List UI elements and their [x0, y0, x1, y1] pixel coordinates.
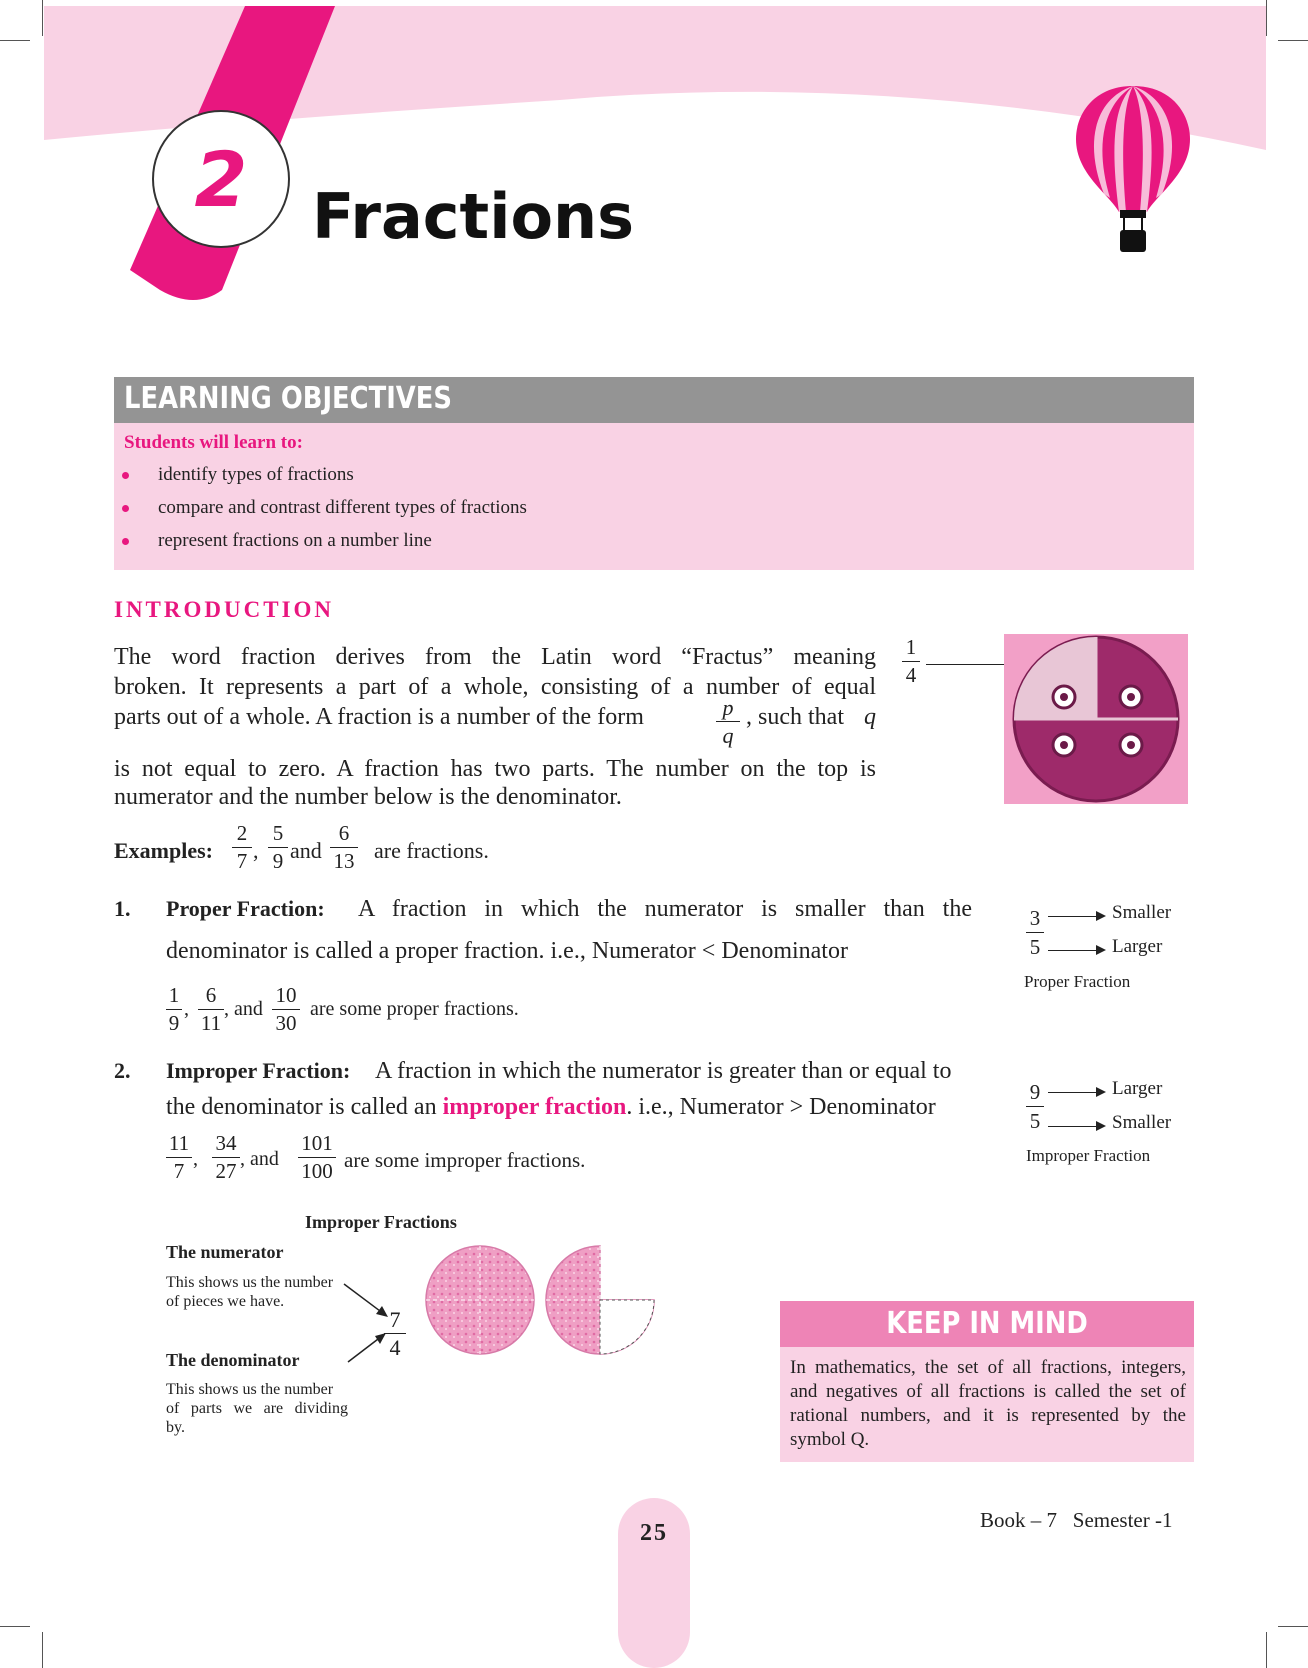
improper-example-fraction — [298, 1132, 336, 1183]
improper-term: improper fraction — [442, 1094, 627, 1120]
fraction-numerator: 3 — [1029, 906, 1041, 930]
fraction-numerator: 9 — [1029, 1080, 1041, 1104]
diagram-title: Improper Fractions — [305, 1212, 457, 1232]
objective-item: compare and contrast different types of fractions — [158, 497, 527, 518]
improper-example-fraction — [166, 1132, 192, 1183]
arrow — [1048, 916, 1096, 917]
proper-top-label: Smaller — [1112, 902, 1172, 923]
denominator-desc: of parts we are dividing — [166, 1400, 348, 1417]
fraction-denominator: 27 — [215, 1159, 237, 1183]
example-fraction — [330, 822, 358, 873]
improper-bottom-label: Smaller — [1112, 1112, 1172, 1133]
fraction-numerator: 101 — [301, 1131, 333, 1155]
crop-mark — [1266, 1632, 1267, 1668]
fraction-denominator: 11 — [200, 1011, 222, 1035]
fraction-numerator: 5 — [272, 821, 284, 845]
pizza-fraction-label — [902, 636, 920, 687]
proper-caption: Proper Fraction — [1024, 972, 1131, 991]
intro-line: is not equal to zero. A fraction has two parts. The number on the top is — [114, 756, 876, 782]
proper-example-fraction — [198, 984, 224, 1035]
fraction-denominator: 7 — [236, 849, 248, 873]
fraction-denominator: 4 — [389, 1335, 401, 1360]
improper-line-text: . i.e., Numerator > Denominator — [626, 1094, 936, 1120]
chapter-title: Fractions — [312, 180, 635, 253]
book-info — [980, 1508, 1173, 1533]
fraction-denominator: 30 — [275, 1011, 297, 1035]
fraction-numerator: 34 — [215, 1131, 237, 1155]
fraction-numerator: 7 — [389, 1307, 401, 1332]
objectives-subheading: Students will learn to: — [124, 432, 303, 453]
fraction-denominator: 9 — [272, 849, 284, 873]
proper-bottom-label: Larger — [1112, 936, 1163, 957]
comma: , — [253, 838, 259, 863]
and-text: , and — [224, 998, 263, 1020]
fraction-denominator: 13 — [333, 849, 355, 873]
fraction-denominator: 5 — [1029, 935, 1041, 959]
numerator-desc: This shows us the number — [166, 1274, 334, 1291]
arrow — [1048, 1126, 1096, 1127]
form-fraction — [716, 696, 740, 747]
arrowhead — [1096, 911, 1106, 921]
fraction-denominator: 5 — [1029, 1109, 1041, 1133]
fraction-numerator: 11 — [168, 1131, 190, 1155]
objective-item: identify types of fractions — [158, 464, 354, 485]
learning-objectives-title: LEARNING OBJECTIVES — [124, 381, 452, 416]
pizza-quarter-image — [1004, 634, 1188, 804]
crop-mark — [42, 1632, 43, 1668]
crop-mark — [1278, 1626, 1308, 1627]
examples-label: Examples: — [114, 838, 213, 863]
proper-example-fraction — [272, 984, 300, 1035]
proper-example-fraction — [166, 984, 182, 1035]
improper-line: A fraction in which the numerator is greater than or equal to — [375, 1058, 952, 1084]
intro-line: broken. It represents a part of a whole, consisting of a number of equal — [114, 674, 876, 700]
bullet — [122, 472, 129, 479]
fraction-numerator: 1 — [905, 635, 917, 659]
arrowhead — [1096, 1121, 1106, 1131]
intro-line: parts out of a whole. A fraction is a number of the form — [114, 704, 644, 730]
fraction-numerator: p — [722, 695, 734, 720]
keep-in-mind-header — [780, 1301, 1194, 1347]
fraction-denominator: 7 — [173, 1159, 185, 1183]
improper-fraction-circles — [424, 1244, 660, 1356]
arrowhead — [1096, 945, 1106, 955]
proper-title: Proper Fraction: — [166, 896, 325, 921]
denominator-label: The denominator — [166, 1350, 300, 1370]
pointer-line — [926, 664, 1006, 665]
numerator-desc: of pieces we have. — [166, 1293, 285, 1310]
fraction-numerator: 6 — [338, 821, 350, 845]
chapter-number: 2 — [152, 110, 290, 248]
example-fraction — [232, 822, 252, 873]
semester-label: Semester -1 — [1072, 1508, 1173, 1532]
improper-example-fraction — [212, 1132, 240, 1183]
proper-number: 1. — [114, 896, 131, 921]
improper-number: 2. — [114, 1058, 131, 1083]
arrowhead — [1096, 1087, 1106, 1097]
examples-tail: are fractions. — [374, 838, 489, 863]
proper-line: A fraction in which the numerator is smaller than the — [358, 896, 972, 922]
intro-such-that: , such that — [746, 704, 844, 730]
improper-top-label: Larger — [1112, 1078, 1163, 1099]
fraction-denominator: 100 — [301, 1159, 333, 1183]
intro-line: numerator and the number below is the denominator. — [114, 784, 622, 810]
introduction-heading: INTRODUCTION — [114, 597, 335, 622]
fraction-denominator: q — [722, 723, 734, 748]
intro-line: The word fraction derives from the Latin word “Fractus” meaning — [114, 644, 876, 670]
keep-in-mind-text: In mathematics, the set of all fractions, integers, and negatives of all fractions is called the set of rational numbers, and it is represented by the symbol Q. — [790, 1357, 1186, 1450]
denominator-desc: This shows us the number — [166, 1381, 334, 1398]
improper-line-text: the denominator is called an — [166, 1094, 437, 1120]
book-label: Book – 7 — [980, 1508, 1058, 1532]
keep-in-mind-title: KEEP IN MIND — [886, 1306, 1088, 1341]
hot-air-balloon-icon — [1074, 84, 1192, 254]
intro-q-variable: q — [864, 704, 876, 730]
fraction-denominator: 4 — [905, 663, 917, 687]
proper-tail: are some proper fractions. — [310, 998, 519, 1020]
fraction-numerator: 1 — [168, 983, 180, 1007]
proper-side-fraction — [1026, 904, 1044, 961]
diagram-fraction — [384, 1308, 406, 1359]
fraction-numerator: 10 — [275, 983, 297, 1007]
fraction-numerator: 2 — [236, 821, 248, 845]
denominator-desc: by. — [166, 1419, 185, 1436]
learning-objectives-header — [114, 377, 1194, 423]
page-number: 25 — [640, 1520, 668, 1546]
bullet — [122, 538, 129, 545]
improper-tail: are some improper fractions. — [344, 1148, 586, 1172]
arrow — [1048, 950, 1096, 951]
improper-line-2 — [166, 1092, 936, 1122]
improper-title: Improper Fraction: — [166, 1058, 351, 1083]
and-text: and — [290, 838, 322, 863]
crop-mark — [0, 1626, 30, 1627]
proper-line: denominator is called a proper fraction. i.e., Numerator < Denominator — [166, 938, 848, 964]
and-text: , and — [240, 1148, 279, 1170]
bullet — [122, 505, 129, 512]
comma: , — [184, 998, 189, 1020]
improper-side-fraction — [1026, 1078, 1044, 1135]
example-fraction — [268, 822, 288, 873]
objective-item: represent fractions on a number line — [158, 530, 432, 551]
improper-caption: Improper Fraction — [1026, 1146, 1151, 1165]
numerator-label: The numerator — [166, 1242, 284, 1262]
comma: , — [193, 1148, 198, 1170]
fraction-denominator: 9 — [168, 1011, 180, 1035]
fraction-numerator: 6 — [205, 983, 217, 1007]
arrow — [1048, 1092, 1096, 1093]
